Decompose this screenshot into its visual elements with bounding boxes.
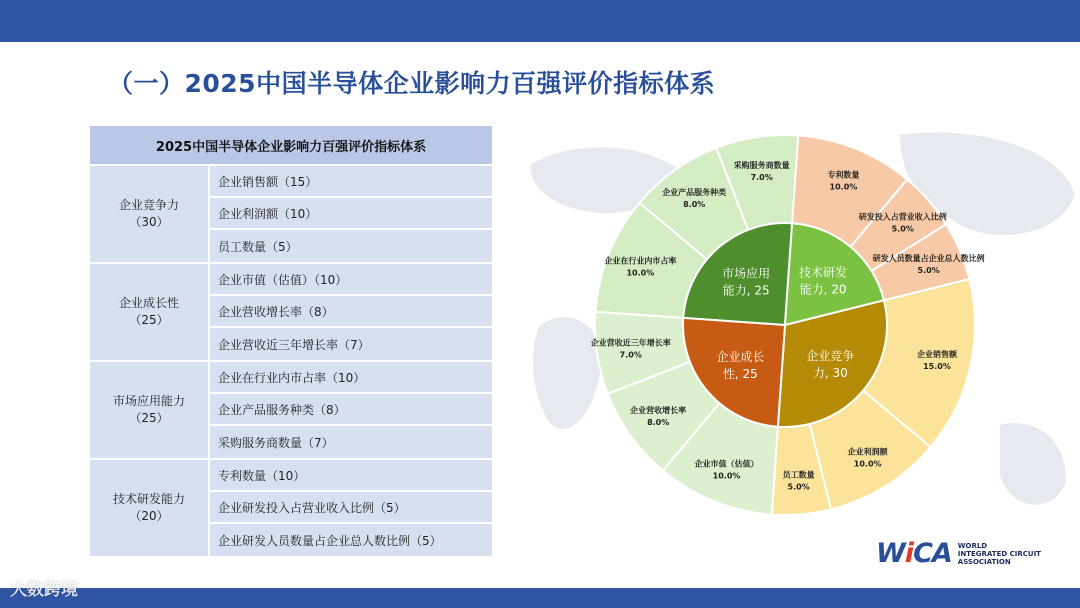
inner-ring bbox=[683, 223, 887, 427]
indicator-table bbox=[90, 126, 492, 556]
outer-segment-label: 研发投入占营业收入比例 bbox=[858, 212, 947, 222]
outer-segment-value: 5.0% bbox=[917, 266, 940, 276]
outer-segment-value: 15.0% bbox=[923, 362, 951, 372]
outer-segment-value: 10.0% bbox=[626, 268, 655, 278]
inner-segment-value: 性, 25 bbox=[722, 366, 758, 381]
category-score: （20） bbox=[129, 509, 169, 523]
outer-segment-label: 采购服务商数量 bbox=[733, 160, 790, 170]
outer-segment-label: 企业营收增长率 bbox=[630, 405, 687, 415]
table-row: 企业研发投入占营业收入比例（5） bbox=[210, 492, 492, 524]
inner-segment-label: 市场应用 bbox=[722, 266, 771, 281]
category-score: （25） bbox=[129, 313, 169, 327]
sunburst-chart bbox=[520, 125, 1080, 585]
outer-segment-value: 7.0% bbox=[750, 172, 773, 182]
logo-line: INTEGRATED CIRCUIT bbox=[957, 549, 1041, 558]
watermark: 大数跨境 bbox=[10, 580, 78, 600]
table-row: 采购服务商数量（7） bbox=[210, 426, 492, 458]
outer-segment-label: 企业营收近三年增长率 bbox=[590, 338, 671, 348]
inner-segment-label: 技术研发 bbox=[799, 265, 848, 280]
outer-segment-value: 7.0% bbox=[619, 350, 642, 360]
table-row: 企业研发人员数量占企业总人数比例（5） bbox=[210, 524, 492, 556]
outer-segment-value: 5.0% bbox=[891, 224, 914, 234]
inner-segment-label: 企业竞争 bbox=[806, 349, 855, 364]
footer-bar bbox=[0, 588, 1080, 608]
table-header: 2025中国半导体企业影响力百强评价指标体系 bbox=[90, 126, 492, 166]
table-row: 企业在行业内市占率（10） bbox=[210, 362, 492, 394]
category-name: 企业竞争力 bbox=[118, 198, 179, 212]
category-name: 技术研发能力 bbox=[112, 492, 185, 506]
table-group-competitiveness bbox=[90, 166, 492, 264]
outer-segment-value: 10.0% bbox=[853, 459, 882, 469]
table-row: 企业营收近三年增长率（7） bbox=[210, 328, 492, 360]
table-row: 员工数量（5） bbox=[210, 230, 492, 262]
outer-segment-label: 企业市值（估值） bbox=[694, 459, 759, 469]
outer-segment-value: 5.0% bbox=[787, 482, 810, 492]
category-cell bbox=[90, 166, 210, 262]
outer-segment-label: 研发人员数量占企业总人数比例 bbox=[872, 254, 985, 264]
table-group-growth bbox=[90, 264, 492, 362]
category-score: （30） bbox=[129, 215, 169, 229]
inner-segment-value: 能力, 25 bbox=[722, 283, 770, 298]
wica-logo bbox=[876, 538, 1041, 569]
outer-segment-label: 企业销售额 bbox=[917, 350, 958, 360]
outer-segment-label: 企业产品服务种类 bbox=[662, 188, 727, 198]
outer-segment-value: 8.0% bbox=[683, 200, 706, 210]
category-cell bbox=[90, 460, 210, 556]
outer-segment-label: 员工数量 bbox=[782, 470, 815, 480]
table-row: 企业市值（估值）（10） bbox=[210, 264, 492, 296]
outer-segment-value: 10.0% bbox=[712, 471, 741, 481]
table-group-market bbox=[90, 362, 492, 460]
outer-segment-value: 8.0% bbox=[647, 417, 670, 427]
inner-segment-value: 力, 30 bbox=[812, 366, 848, 381]
category-name: 市场应用能力 bbox=[112, 394, 185, 408]
table-row: 企业销售额（15） bbox=[210, 166, 492, 198]
category-cell bbox=[90, 264, 210, 360]
table-row: 企业营收增长率（8） bbox=[210, 296, 492, 328]
outer-segment-value: 10.0% bbox=[829, 182, 858, 192]
outer-segment-label: 企业利润额 bbox=[847, 447, 888, 457]
table-row: 企业产品服务种类（8） bbox=[210, 394, 492, 426]
inner-segment-value: 能力, 20 bbox=[799, 282, 847, 297]
header-bar bbox=[0, 0, 1080, 42]
inner-segment-label: 企业成长 bbox=[716, 349, 765, 364]
outer-segment-label: 企业在行业内市占率 bbox=[604, 256, 677, 266]
logo-line: ASSOCIATION bbox=[957, 557, 1011, 566]
outer-segment-label: 专利数量 bbox=[827, 170, 860, 180]
category-score: （25） bbox=[129, 411, 169, 425]
page-title: （一）2025中国半导体企业影响力百强评价指标体系 bbox=[108, 69, 716, 98]
logo-line: WORLD bbox=[957, 541, 988, 550]
logo-mark: WiCA bbox=[876, 538, 952, 569]
table-group-rd bbox=[90, 460, 492, 556]
logo-text bbox=[958, 542, 1041, 566]
chart-svg bbox=[520, 125, 1080, 585]
category-name: 企业成长性 bbox=[118, 296, 179, 310]
table-row: 企业利润额（10） bbox=[210, 198, 492, 230]
category-cell bbox=[90, 362, 210, 458]
table-row: 专利数量（10） bbox=[210, 460, 492, 492]
